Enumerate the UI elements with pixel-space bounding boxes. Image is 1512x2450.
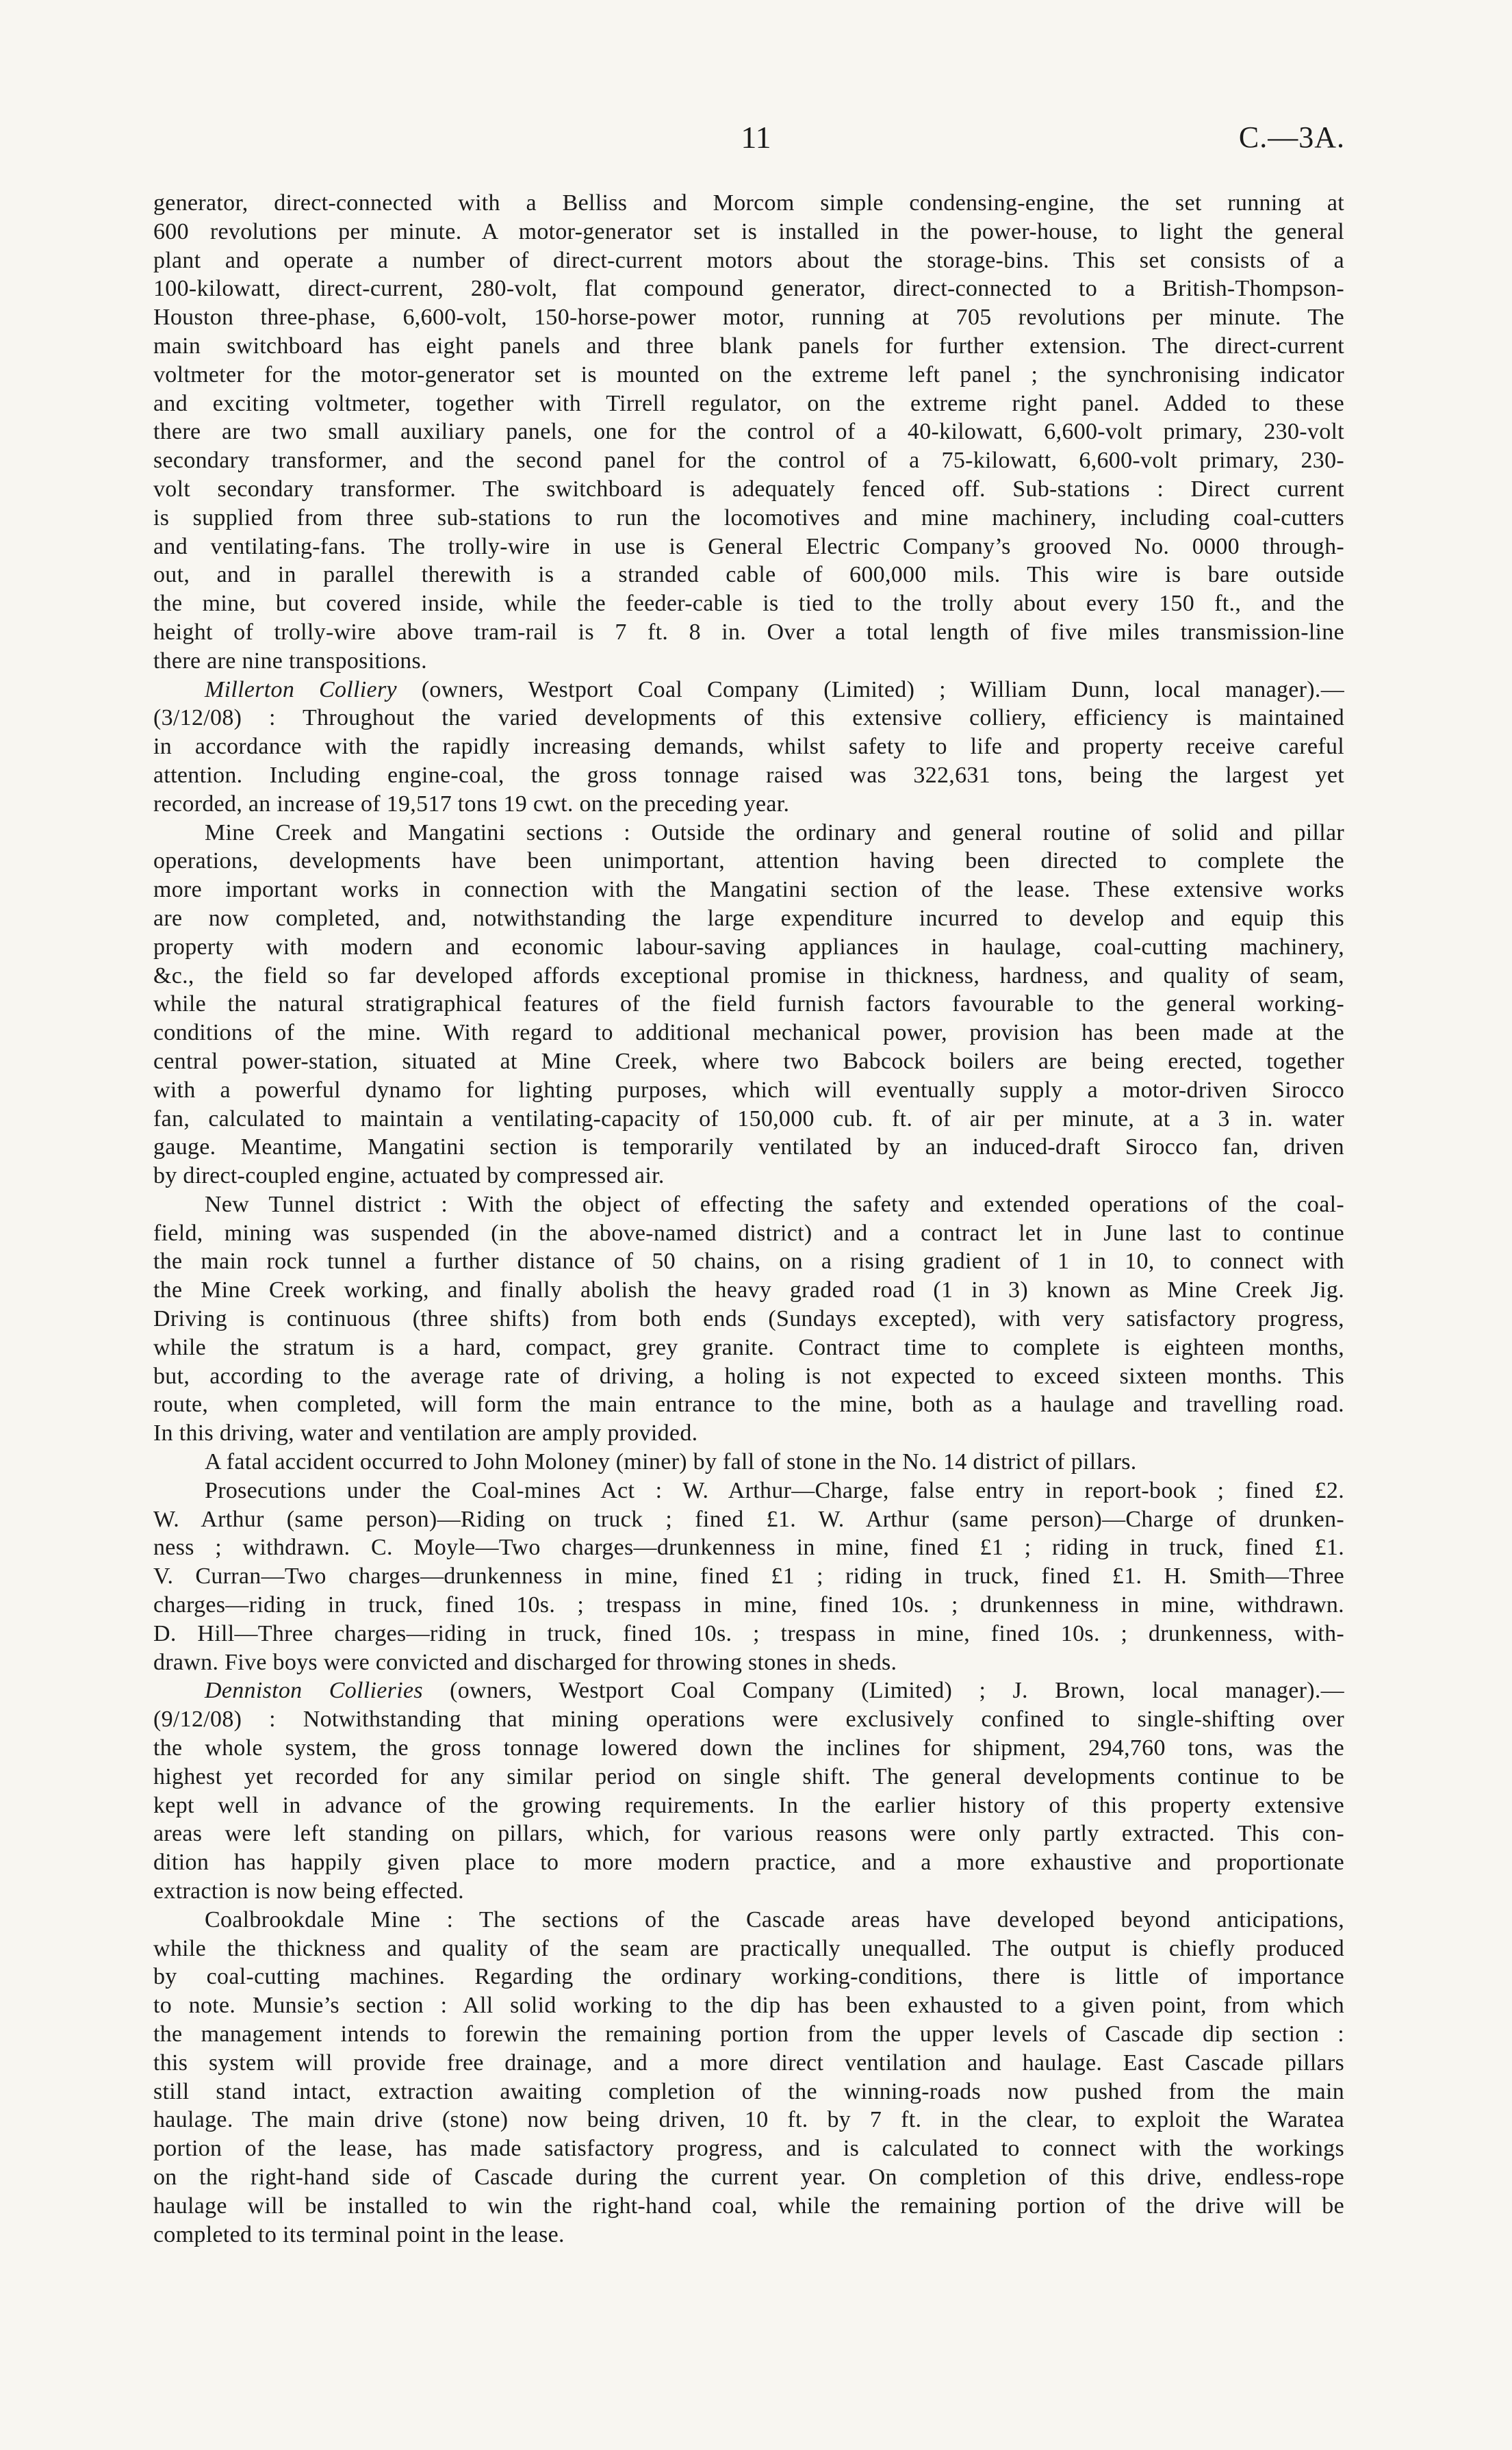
- line-text: the management intends to forewin the remaining portion from the upper levels of Cascade dip section :: [153, 2021, 1344, 2047]
- line-text: charges—riding in truck, fined 10s. ; trespass in mine, fined 10s. ; drunkenness in mine, withdrawn.: [153, 1592, 1344, 1618]
- paragraph: [153, 676, 1344, 819]
- text-line: [153, 876, 1344, 904]
- line-text: central power-station, situated at Mine Creek, where two Babcock boilers are being erected, together: [153, 1048, 1344, 1074]
- colliery-name: Denniston Collieries: [205, 1678, 423, 1704]
- text-line: [153, 904, 1344, 933]
- line-text: still stand intact, extraction awaiting completion of the winning-roads now pushed from the main: [153, 2078, 1344, 2104]
- line-text: W. Arthur (same person)—Riding on truck ; fined £1. W. Arthur (same person)—Charge of drunken-: [153, 1506, 1344, 1532]
- text-line: [153, 732, 1344, 761]
- line-text: height of trolly-wire above tram-rail is 7 ft. 8 in. Over a total length of five miles transmission-line: [153, 619, 1344, 645]
- line-text: &c., the field so far developed affords exceptional promise in thickness, hardness, and quality of seam,: [153, 962, 1344, 988]
- line-text: route, when completed, will form the main entrance to the mine, both as a haulage and travelling road.: [153, 1392, 1344, 1418]
- line-text: haulage will be installed to win the right-hand coal, while the remaining portion of the drive will be: [153, 2193, 1344, 2219]
- line-text: out, and in parallel therewith is a stranded cable of 600,000 mils. This wire is bare outside: [153, 562, 1344, 588]
- line-text: areas were left standing on pillars, which, for various reasons were only partly extracted. This con-: [153, 1821, 1344, 1847]
- line-text: (9/12/08) : Notwithstanding that mining operations were exclusively confined to single-shifting over: [153, 1707, 1344, 1733]
- text-line: [153, 1390, 1344, 1419]
- text-line: [153, 1105, 1344, 1134]
- line-text: V. Curran—Two charges—drunkenness in mine, fined £1 ; riding in truck, fined £1. H. Smith—Three: [153, 1564, 1344, 1590]
- paragraph: [153, 189, 1344, 676]
- text-line: [153, 1705, 1344, 1734]
- line-text: there are nine transpositions.: [153, 648, 427, 674]
- line-text: property with modern and economic labour-saving appliances in haulage, coal-cutting machinery,: [153, 934, 1344, 960]
- text-line: [153, 2163, 1344, 2192]
- document-reference: C.—3A.: [1238, 120, 1345, 154]
- line-text: more important works in connection with the Mangatini section of the lease. These extensive works: [153, 877, 1344, 903]
- paragraph: [153, 1448, 1344, 1477]
- text-line: [153, 1505, 1344, 1534]
- text-line: [153, 1247, 1344, 1276]
- text-line: [153, 446, 1344, 475]
- line-text: Mine Creek and Mangatini sections : Outside the ordinary and general routine of solid and pillar: [205, 819, 1344, 845]
- text-line: [153, 1076, 1344, 1105]
- line-text: completed to its terminal point in the lease.: [153, 2221, 565, 2247]
- line-text: 100-kilowatt, direct-current, 280-volt, flat compound generator, direct-connected to a British-Thompson-: [153, 276, 1344, 302]
- text-line: [153, 418, 1344, 446]
- line-text: on the right-hand side of Cascade during the current year. On completion of this drive, endless-rope: [153, 2164, 1344, 2190]
- line-text: attention. Including engine-coal, the gross tonnage raised was 322,631 tons, being the largest yet: [153, 762, 1344, 788]
- text-line: [153, 1763, 1344, 1791]
- text-line: [153, 2192, 1344, 2221]
- text-line: [153, 1620, 1344, 1648]
- text-line: [153, 2134, 1344, 2163]
- line-text: A fatal accident occurred to John Moloney (miner) by fall of stone in the No. 14 district of pillars.: [205, 1449, 1137, 1475]
- line-text: Houston three-phase, 6,600-volt, 150-horse-power motor, running at 705 revolutions per minute. The: [153, 305, 1344, 331]
- text-line: [153, 1877, 1344, 1906]
- line-text: recorded, an increase of 19,517 tons 19 cwt. on the preceding year.: [153, 791, 790, 817]
- text-line: [153, 246, 1344, 275]
- text-line: [153, 2049, 1344, 2078]
- line-text: (owners, Westport Coal Company (Limited) ; William Dunn, local manager).—: [421, 676, 1344, 702]
- line-text: Coalbrookdale Mine : The sections of the Cascade areas have developed beyond anticipations,: [205, 1906, 1344, 1932]
- text-line: [153, 676, 1344, 704]
- line-text: volt secondary transformer. The switchboard is adequately fenced off. Sub-stations : Direct current: [153, 476, 1344, 502]
- text-line: [153, 561, 1344, 589]
- text-line: [153, 790, 1344, 819]
- text-line: [153, 2221, 1344, 2249]
- text-line: [153, 1477, 1344, 1505]
- line-text: the whole system, the gross tonnage lowered down the inclines for shipment, 294,760 tons, was the: [153, 1735, 1344, 1761]
- text-line: [153, 704, 1344, 732]
- text-line: [153, 361, 1344, 390]
- line-text: dition has happily given place to more modern practice, and a more exhaustive and proportionate: [153, 1850, 1344, 1876]
- text-line: [153, 1133, 1344, 1162]
- line-text: extraction is now being effected.: [153, 1878, 464, 1904]
- line-text: by coal-cutting machines. Regarding the ordinary working-conditions, there is little of importance: [153, 1964, 1344, 1990]
- text-line: [153, 589, 1344, 618]
- text-line: [153, 275, 1344, 303]
- text-line: [153, 1676, 1344, 1705]
- text-line: [153, 189, 1344, 218]
- line-text: generator, direct-connected with a Belliss and Morcom simple condensing-engine, the set running at: [153, 190, 1344, 216]
- text-line: [153, 1019, 1344, 1047]
- text-line: [153, 1334, 1344, 1362]
- text-line: [153, 1448, 1344, 1477]
- text-line: [153, 1848, 1344, 1877]
- line-text: ness ; withdrawn. C. Moyle—Two charges—drunkenness in mine, fined £1 ; riding in truck, fined £1.: [153, 1535, 1344, 1561]
- paragraph: [153, 1906, 1344, 2249]
- text-line: [153, 1591, 1344, 1620]
- text-line: [153, 1734, 1344, 1763]
- text-line: [153, 1162, 1344, 1190]
- line-text: portion of the lease, has made satisfactory progress, and is calculated to connect with the workings: [153, 2136, 1344, 2162]
- text-line: [153, 761, 1344, 790]
- line-text: D. Hill—Three charges—riding in truck, fined 10s. ; trespass in mine, fined 10s. ; drunkenness, with-: [153, 1620, 1344, 1646]
- line-text: haulage. The main drive (stone) now being driven, 10 ft. by 7 ft. in the clear, to exploit the Waratea: [153, 2107, 1344, 2133]
- line-text: while the thickness and quality of the seam are practically unequalled. The output is chiefly produced: [153, 1935, 1344, 1961]
- text-line: [153, 332, 1344, 361]
- text-line: [153, 647, 1344, 676]
- text-line: [153, 1991, 1344, 2020]
- line-text: field, mining was suspended (in the above-named district) and a contract let in June last to continue: [153, 1220, 1344, 1246]
- line-text: secondary transformer, and the second panel for the control of a 75-kilowatt, 6,600-volt primary, 230-: [153, 448, 1344, 474]
- paragraph: [153, 1190, 1344, 1448]
- body-text: [153, 189, 1344, 2249]
- paragraph: [153, 1477, 1344, 1677]
- line-text: New Tunnel district : With the object of effecting the safety and extended operations of the coal-: [205, 1191, 1344, 1217]
- line-text: and ventilating-fans. The trolly-wire in use is General Electric Company’s grooved No. 0000 through-: [153, 533, 1344, 559]
- line-text: but, according to the average rate of driving, a holing is not expected to exceed sixteen months. This: [153, 1363, 1344, 1389]
- line-text: main switchboard has eight panels and three blank panels for further extension. The direct-current: [153, 333, 1344, 359]
- line-text: In this driving, water and ventilation are amply provided.: [153, 1420, 698, 1446]
- text-line: [153, 1935, 1344, 1963]
- text-line: [153, 533, 1344, 561]
- paragraph: [153, 1676, 1344, 1905]
- line-text: and exciting voltmeter, together with Tirrell regulator, on the extreme right panel. Added to these: [153, 390, 1344, 416]
- text-line: [153, 1276, 1344, 1305]
- line-text: 600 revolutions per minute. A motor-generator set is installed in the power-house, to light the general: [153, 218, 1344, 244]
- line-text: the main rock tunnel a further distance of 50 chains, on a rising gradient of 1 in 10, to connect with: [153, 1249, 1344, 1275]
- line-text: the Mine Creek working, and finally abolish the heavy graded road (1 in 3) known as Mine Creek Jig.: [153, 1277, 1344, 1303]
- text-line: [153, 1305, 1344, 1334]
- line-text: the mine, but covered inside, while the feeder-cable is tied to the trolly about every 150 ft., and the: [153, 591, 1344, 617]
- text-line: [153, 2078, 1344, 2106]
- text-line: [153, 1219, 1344, 1248]
- colliery-name: Millerton Colliery: [205, 676, 397, 702]
- line-text: conditions of the mine. With regard to additional mechanical power, provision has been made at the: [153, 1020, 1344, 1046]
- text-line: [153, 218, 1344, 246]
- line-text: operations, developments have been unimportant, attention having been directed to complete the: [153, 848, 1344, 874]
- text-line: [153, 2020, 1344, 2049]
- line-text: highest yet recorded for any similar period on single shift. The general developments continue to be: [153, 1763, 1344, 1789]
- line-text: kept well in advance of the growing requirements. In the earlier history of this property extensive: [153, 1792, 1344, 1818]
- text-line: [153, 819, 1344, 847]
- line-text: Driving is continuous (three shifts) from both ends (Sundays excepted), with very satisfactory progress,: [153, 1306, 1344, 1332]
- text-line: [153, 618, 1344, 647]
- line-text: Prosecutions under the Coal-mines Act : W. Arthur—Charge, false entry in report-book ; fined £2.: [205, 1477, 1344, 1503]
- line-text: (owners, Westport Coal Company (Limited) ; J. Brown, local manager).—: [450, 1678, 1344, 1704]
- text-line: [153, 1533, 1344, 1562]
- line-text: by direct-coupled engine, actuated by compressed air.: [153, 1163, 665, 1189]
- text-line: [153, 303, 1344, 332]
- text-line: [153, 962, 1344, 991]
- line-text: to note. Munsie’s section : All solid working to the dip has been exhausted to a given point, from which: [153, 1993, 1344, 2019]
- line-text: plant and operate a number of direct-current motors about the storage-bins. This set consists of a: [153, 247, 1344, 273]
- line-text: voltmeter for the motor-generator set is mounted on the extreme left panel ; the synchronising indicator: [153, 361, 1344, 387]
- text-line: [153, 390, 1344, 418]
- text-line: [153, 990, 1344, 1019]
- text-line: [153, 1648, 1344, 1677]
- text-line: [153, 504, 1344, 533]
- line-text: fan, calculated to maintain a ventilating-capacity of 150,000 cub. ft. of air per minute, at a 3 in. water: [153, 1106, 1344, 1132]
- text-line: [153, 1791, 1344, 1820]
- text-line: [153, 1963, 1344, 1991]
- page-number: 11: [741, 120, 771, 155]
- text-line: [153, 847, 1344, 876]
- text-line: [153, 475, 1344, 504]
- text-line: [153, 2106, 1344, 2134]
- text-line: [153, 1906, 1344, 1935]
- line-text: (3/12/08) : Throughout the varied developments of this extensive colliery, efficiency is maintained: [153, 705, 1344, 731]
- paragraph: [153, 819, 1344, 1190]
- line-text: drawn. Five boys were convicted and discharged for throwing stones in sheds.: [153, 1649, 897, 1675]
- line-text: are now completed, and, notwithstanding the large expenditure incurred to develop and equip this: [153, 905, 1344, 931]
- text-line: [153, 1820, 1344, 1848]
- text-line: [153, 933, 1344, 962]
- text-line: [153, 1362, 1344, 1391]
- text-line: [153, 1562, 1344, 1591]
- line-text: gauge. Meantime, Mangatini section is temporarily ventilated by an induced-draft Sirocco fan, driven: [153, 1134, 1344, 1160]
- line-text: this system will provide free drainage, and a more direct ventilation and haulage. East Cascade pillars: [153, 2050, 1344, 2076]
- line-text: is supplied from three sub-stations to run the locomotives and mine machinery, including coal-cutters: [153, 505, 1344, 531]
- text-line: [153, 1190, 1344, 1219]
- line-text: while the stratum is a hard, compact, grey granite. Contract time to complete is eighteen months,: [153, 1334, 1344, 1360]
- line-text: while the natural stratigraphical features of the field furnish factors favourable to the general working-: [153, 991, 1344, 1017]
- line-text: with a powerful dynamo for lighting purposes, which will eventually supply a motor-driven Sirocco: [153, 1077, 1344, 1103]
- text-line: [153, 1419, 1344, 1448]
- line-text: there are two small auxiliary panels, one for the control of a 40-kilowatt, 6,600-volt primary, 230-volt: [153, 419, 1344, 445]
- text-line: [153, 1047, 1344, 1076]
- line-text: in accordance with the rapidly increasing demands, whilst safety to life and property receive careful: [153, 734, 1344, 760]
